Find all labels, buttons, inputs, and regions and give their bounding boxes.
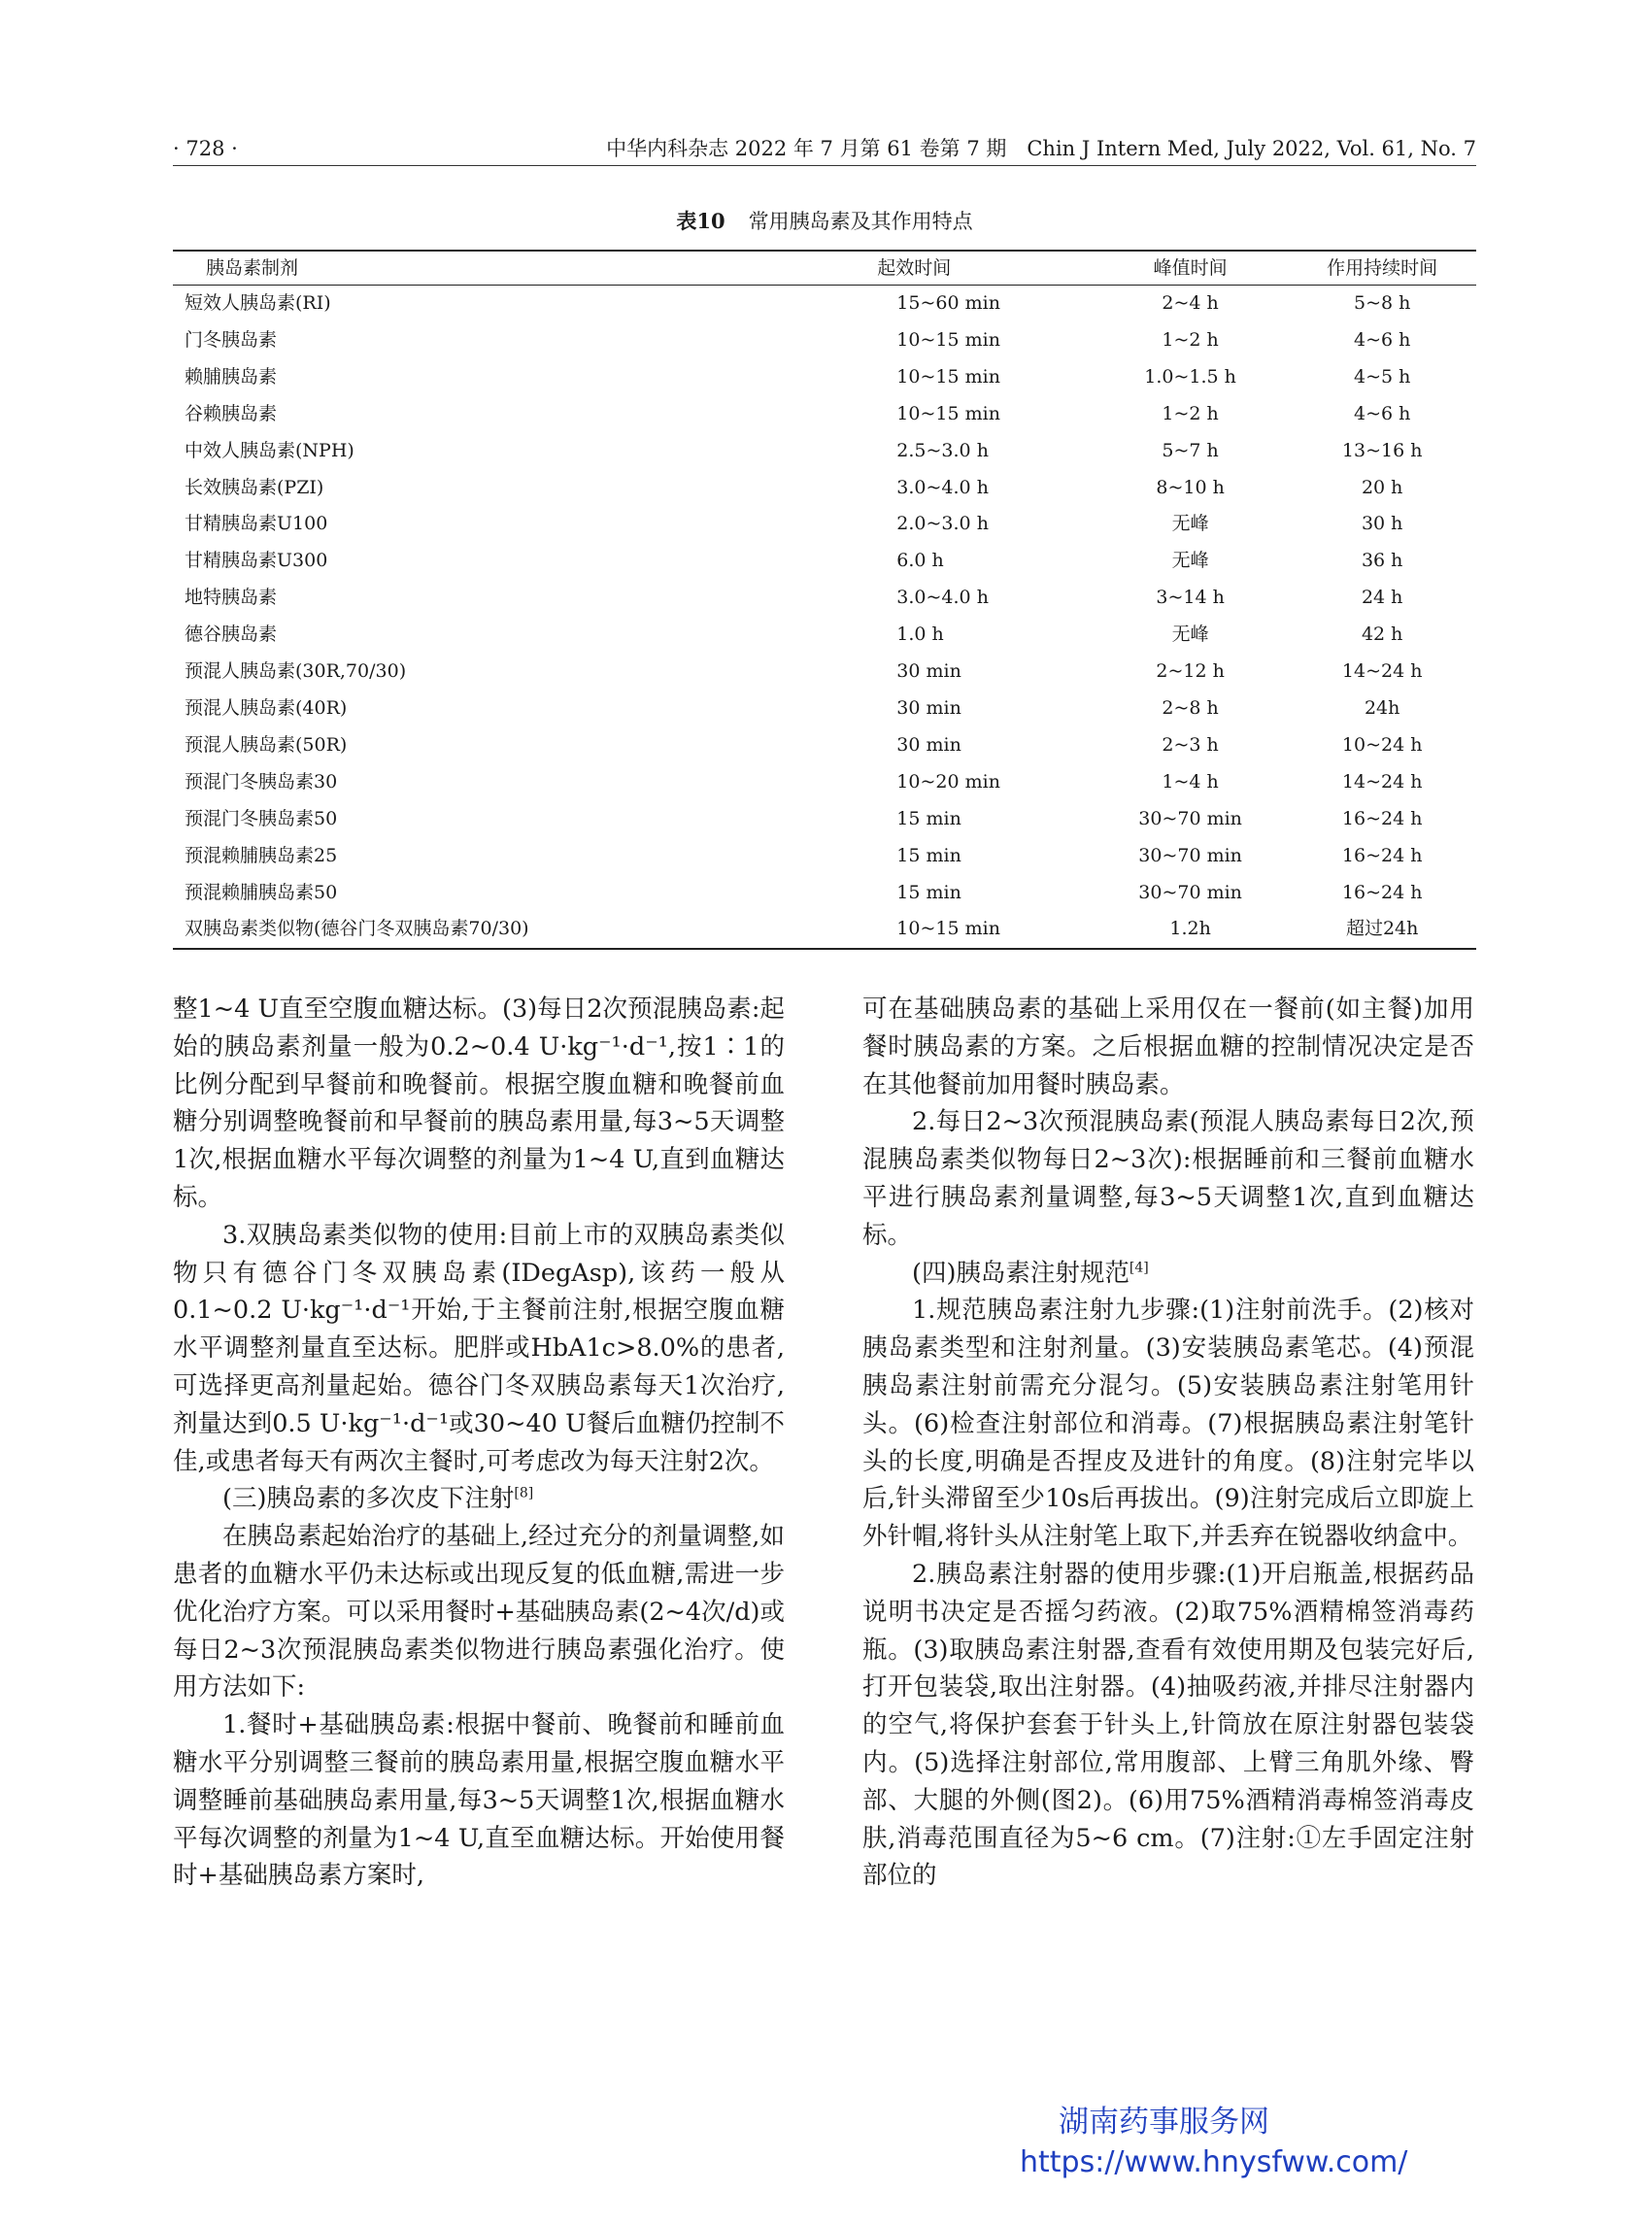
citation-ref: [8] [514,1485,534,1501]
paragraph: 2.每日2~3次预混胰岛素(预混人胰岛素每日2次,预混胰岛素类似物每日2~3次):根据睡前和三餐前血糖水平进行胰岛素剂量调整,每3~5天调整1次,直到血糖达标。 [862,1107,1474,1250]
heading-text: (三)胰岛素的多次皮下注射 [222,1484,515,1514]
table-header-row [173,251,1476,286]
cell-preparation: 甘精胰岛素U300 [185,550,328,572]
table-row [173,470,1476,507]
heading-text: (四)胰岛素注射规范 [912,1258,1129,1288]
paragraph: 1.规范胰岛素注射九步骤:(1)注射前洗手。(2)核对胰岛素类型和注射剂量。(3)安装胰岛素笔芯。(4)预混胰岛素注射前需充分混匀。(5)安装胰岛素注射笔用针头。(6)检查注射部位和消毒。(7)根据胰岛素注射笔针头的长度,明确是否捏皮及进针的角度。(8)注射完毕以后,针头滞留至少10s后再拔出。(9)注射完成后立即旋上外针帽,将针头从注射笔上取下,并丢弃在锐器收纳盒中。 [862,1296,1474,1552]
cell-preparation: 德谷胰岛素 [185,624,278,646]
cell-peak: 1~2 h [1162,328,1219,351]
cell-preparation: 谷赖胰岛素 [185,402,278,424]
cell-preparation: 预混门冬胰岛素30 [185,770,338,792]
cell-onset: 2.5~3.0 h [896,439,989,461]
table-row [173,396,1476,433]
cell-preparation: 甘精胰岛素U100 [185,513,328,535]
table-row [173,286,1476,322]
table-row [173,543,1476,580]
cell-preparation: 中效人胰岛素(NPH) [185,439,354,461]
cell-preparation: 预混门冬胰岛素50 [185,807,338,829]
cell-peak: 2~4 h [1162,292,1219,314]
watermark-url[interactable]: https://www.hnysfww.com/ [1020,2145,1408,2179]
cell-preparation: 门冬胰岛素 [185,328,278,351]
cell-preparation: 预混人胰岛素(30R,70/30) [185,660,407,683]
table-row [173,322,1476,359]
cell-peak: 2~12 h [1156,660,1225,683]
journal-citation: 中华内科杂志 2022 年 7 月第 61 卷第 7 期 Chin J Intern Med, July 2022, Vol. 61, No. 7 [606,137,1476,160]
citation-ref: [4] [1129,1260,1149,1276]
table-title: 常用胰岛素及其作用特点 [748,210,973,233]
table-row [173,875,1476,912]
cell-onset: 1.0 h [896,624,944,646]
cell-peak: 5~7 h [1162,439,1219,461]
table-number: 表10 [676,209,725,233]
paragraph: 整1~4 U直至空腹血糖达标。(3)每日2次预混胰岛素:起始的胰岛素剂量一般为0.2~0.4 U·kg⁻¹·d⁻¹,按1∶1的比例分配到早餐前和晚餐前。根据空腹血糖和晚餐前血糖分别调整晚餐前和早餐前的胰岛素用量,每3~5天调整1次,根据血糖水平每次调整的剂量为1~4 U,直到血糖达标。 [173,995,785,1212]
cell-peak: 1~4 h [1162,770,1219,792]
cell-duration: 13~16 h [1341,439,1423,461]
section-heading [862,1255,1474,1293]
paragraph: 2.胰岛素注射器的使用步骤:(1)开启瓶盖,根据药品说明书决定是否摇匀药液。(2)取75%酒精棉签消毒药瓶。(3)取胰岛素注射器,查看有效使用期及包装完好后,打开包装袋,取出注射器。(4)抽吸药液,并排尽注射器内的空气,将保护套套于针头上,针筒放在原注射器包装袋内。(5)选择注射部位,常用腹部、上臂三角肌外缘、臀部、大腿的外侧(图2)。(6)用75%酒精消毒棉签消毒皮肤,消毒范围直径为5~6 cm。(7)注射:①左手固定注射部位的 [862,1559,1474,1891]
table-row [173,359,1476,396]
cell-peak: 3~14 h [1156,587,1225,609]
cell-duration: 14~24 h [1341,660,1423,683]
cell-peak: 1.0~1.5 h [1144,365,1236,388]
cell-preparation: 预混赖脯胰岛素25 [185,844,338,866]
table-row [173,691,1476,727]
cell-onset: 10~15 min [896,365,1000,388]
insulin-table [173,250,1476,950]
section-heading [173,1480,785,1518]
cell-peak: 30~70 min [1138,844,1242,866]
table-row [173,580,1476,617]
cell-duration: 30 h [1361,513,1403,535]
table-row [173,433,1476,470]
cell-duration: 4~5 h [1353,365,1411,388]
right-column [862,991,1474,1895]
cell-preparation: 预混人胰岛素(50R) [185,733,348,756]
cell-onset: 30 min [896,660,961,683]
cell-duration: 16~24 h [1341,807,1423,829]
cell-preparation: 地特胰岛素 [185,587,278,609]
cell-onset: 10~15 min [665,911,1093,949]
table-row [173,617,1476,654]
header-peak: 峰值时间 [1093,251,1289,286]
cell-onset: 15~60 min [896,292,1000,314]
cell-preparation: 双胰岛素类似物(德谷门冬双胰岛素70/30) [173,911,665,949]
cell-duration: 超过24h [1288,911,1476,949]
paragraph: 在胰岛素起始治疗的基础上,经过充分的剂量调整,如患者的血糖水平仍未达标或出现反复的低血糖,需进一步优化治疗方案。可以采用餐时+基础胰岛素(2~4次/d)或每日2~3次预混胰岛素类似物进行胰岛素强化治疗。使用方法如下: [173,1522,785,1702]
running-header [173,134,1476,166]
cell-preparation: 预混人胰岛素(40R) [185,696,348,719]
header-duration: 作用持续时间 [1288,251,1476,286]
cell-onset: 30 min [896,733,961,756]
header-onset: 起效时间 [665,251,1093,286]
table-row [173,911,1476,949]
cell-peak: 无峰 [1171,550,1209,572]
cell-preparation: 赖脯胰岛素 [185,365,278,388]
cell-onset: 30 min [896,696,961,719]
cell-preparation: 预混赖脯胰岛素50 [185,881,338,903]
cell-duration: 5~8 h [1353,292,1411,314]
cell-onset: 10~15 min [896,402,1000,424]
cell-duration: 16~24 h [1341,844,1423,866]
cell-onset: 3.0~4.0 h [896,587,989,609]
table-row [173,838,1476,875]
cell-onset: 15 min [896,844,961,866]
paragraph: 3.双胰岛素类似物的使用:目前上市的双胰岛素类似物只有德谷门冬双胰岛素(IDegAsp),该药一般从0.1~0.2 U·kg⁻¹·d⁻¹开始,于主餐前注射,根据空腹血糖水平调整剂量直至达标。肥胖或HbA1c>8.0%的患者,可选择更高剂量起始。德谷门冬双胰岛素每天1次治疗,剂量达到0.5 U·kg⁻¹·d⁻¹或30~40 U餐后血糖仍控制不佳,或患者每天有两次主餐时,可考虑改为每天注射2次。 [173,1220,785,1476]
cell-duration: 4~6 h [1353,402,1411,424]
cell-peak: 30~70 min [1138,807,1242,829]
cell-peak: 1~2 h [1162,402,1219,424]
cell-duration: 20 h [1361,476,1403,498]
cell-duration: 10~24 h [1341,733,1423,756]
table-row [173,654,1476,691]
cell-duration: 36 h [1361,550,1403,572]
paragraph: 1.餐时+基础胰岛素:根据中餐前、晚餐前和睡前血糖水平分别调整三餐前的胰岛素用量,根据空腹血糖水平调整睡前基础胰岛素用量,每3~5天调整1次,根据血糖水平每次调整的剂量为1~4 U,直至血糖达标。开始使用餐时+基础胰岛素方案时, [173,1710,785,1891]
cell-preparation: 短效人胰岛素(RI) [185,292,331,314]
cell-duration: 14~24 h [1341,770,1423,792]
cell-peak: 8~10 h [1156,476,1225,498]
table-caption [173,207,1476,236]
left-column [173,991,785,1895]
table-row [173,801,1476,838]
cell-peak: 2~8 h [1162,696,1219,719]
header-preparation: 胰岛素制剂 [173,251,665,286]
cell-onset: 10~15 min [896,328,1000,351]
cell-onset: 6.0 h [896,550,944,572]
cell-peak: 1.2h [1093,911,1289,949]
cell-duration: 24h [1364,696,1400,719]
cell-onset: 15 min [896,807,961,829]
cell-peak: 无峰 [1171,513,1209,535]
table-row [173,764,1476,801]
cell-peak: 30~70 min [1138,881,1242,903]
table-row [173,727,1476,764]
cell-duration: 42 h [1361,624,1403,646]
cell-peak: 无峰 [1171,624,1209,646]
cell-peak: 2~3 h [1162,733,1219,756]
cell-onset: 3.0~4.0 h [896,476,989,498]
cell-duration: 4~6 h [1353,328,1411,351]
table-row [173,506,1476,543]
cell-onset: 15 min [896,881,961,903]
cell-onset: 10~20 min [896,770,1000,792]
cell-duration: 16~24 h [1341,881,1423,903]
cell-preparation: 长效胰岛素(PZI) [185,476,324,498]
cell-onset: 2.0~3.0 h [896,513,989,535]
page-number: · 728 · [173,137,238,160]
paragraph: 可在基础胰岛素的基础上采用仅在一餐前(如主餐)加用餐时胰岛素的方案。之后根据血糖的控制情况决定是否在其他餐前加用餐时胰岛素。 [862,995,1474,1099]
cell-duration: 24 h [1361,587,1403,609]
watermark-name: 湖南药事服务网 [1059,2105,1269,2140]
